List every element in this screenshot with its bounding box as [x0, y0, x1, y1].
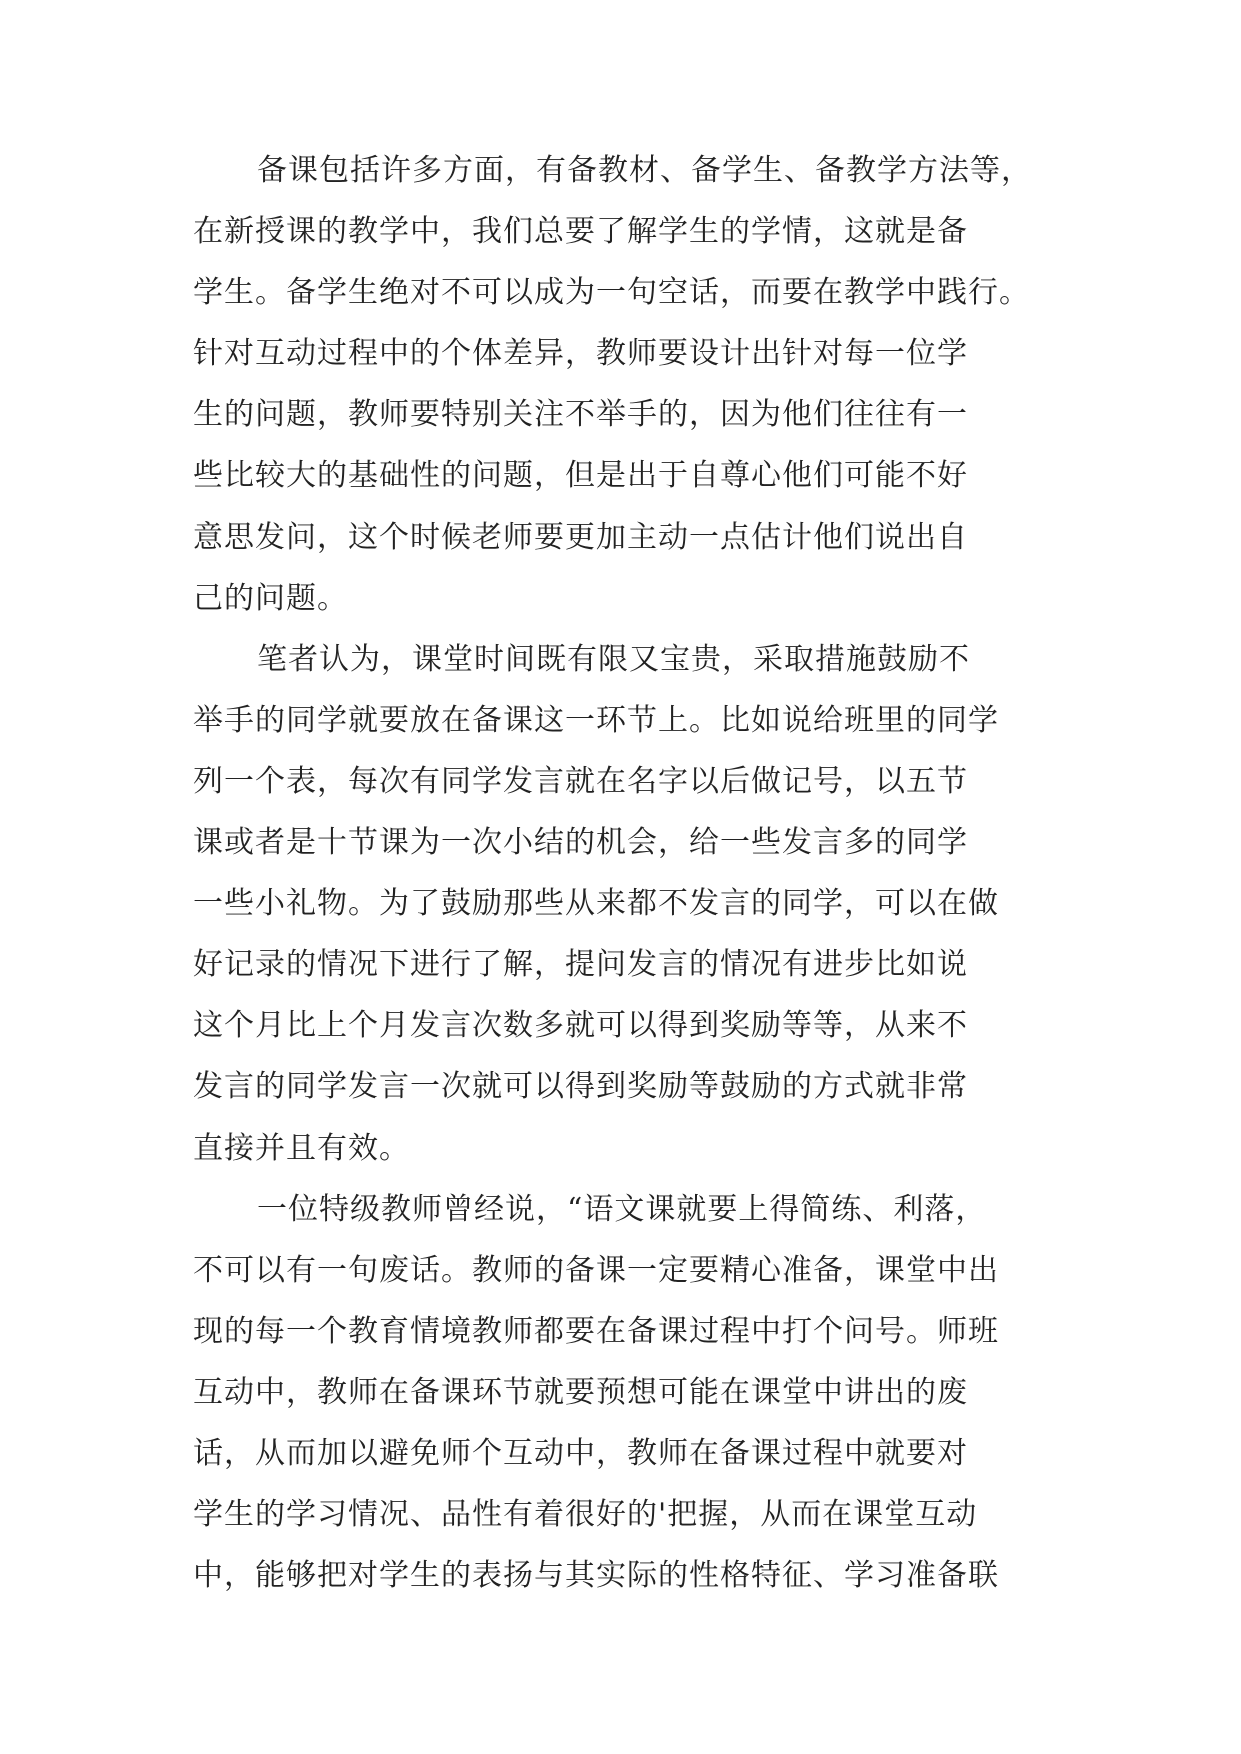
text-line: 在新授课的教学中，我们总要了解学生的学情，这就是备 [193, 214, 968, 250]
text-line: 互动中，教师在备课环节就要预想可能在课堂中讲出的废 [193, 1374, 968, 1410]
text-line: 现的每一个教育情境教师都要在备课过程中打个问号。师班 [193, 1313, 999, 1349]
text-line: 好记录的情况下进行了解，提问发言的情况有进步比如说 [193, 947, 968, 983]
text-line: 意思发问，这个时候老师要更加主动一点估计他们说出自 [193, 519, 968, 555]
text-line: 备课包括许多方面，有备教材、备学生、备教学方法等， [257, 153, 1032, 188]
text-line: 些比较大的基础性的问题，但是出于自尊心他们可能不好 [193, 458, 968, 494]
text-line: 这个月比上个月发言次数多就可以得到奖励等等，从来不 [193, 1008, 968, 1044]
text-line: 中，能够把对学生的表扬与其实际的性格特征、学习准备联 [193, 1558, 999, 1594]
text-line: 一位特级教师曾经说，“语文课就要上得简练、利落， [257, 1191, 987, 1227]
text-line: 话，从而加以避免师个互动中，教师在备课过程中就要对 [193, 1435, 968, 1471]
text-line: 列一个表，每次有同学发言就在名字以后做记号，以五节 [193, 763, 968, 799]
text-line: 学生的学习情况、品性有着很好的'把握，从而在课堂互动 [193, 1497, 978, 1533]
text-line: 生的问题，教师要特别关注不举手的，因为他们往往有一 [193, 397, 968, 433]
text-line: 学生。备学生绝对不可以成为一句空话，而要在教学中践行。 [193, 275, 1030, 311]
text-line: 针对互动过程中的个体差异，教师要设计出针对每一位学 [193, 336, 968, 372]
body-text [193, 140, 1093, 1606]
text-line: 直接并且有效。 [193, 1130, 410, 1166]
text-line: 发言的同学发言一次就可以得到奖励等鼓励的方式就非常 [193, 1069, 968, 1105]
text-line: 一些小礼物。为了鼓励那些从来都不发言的同学，可以在做 [193, 886, 999, 922]
text-line: 课或者是十节课为一次小结的机会，给一些发言多的同学 [193, 825, 968, 861]
text-line: 举手的同学就要放在备课这一环节上。比如说给班里的同学 [193, 702, 999, 738]
text-line: 笔者认为，课堂时间既有限又宝贵，采取措施鼓励不 [257, 641, 970, 677]
text-line: 不可以有一句废话。教师的备课一定要精心准备，课堂中出 [193, 1252, 999, 1288]
text-line: 己的问题。 [193, 580, 348, 616]
